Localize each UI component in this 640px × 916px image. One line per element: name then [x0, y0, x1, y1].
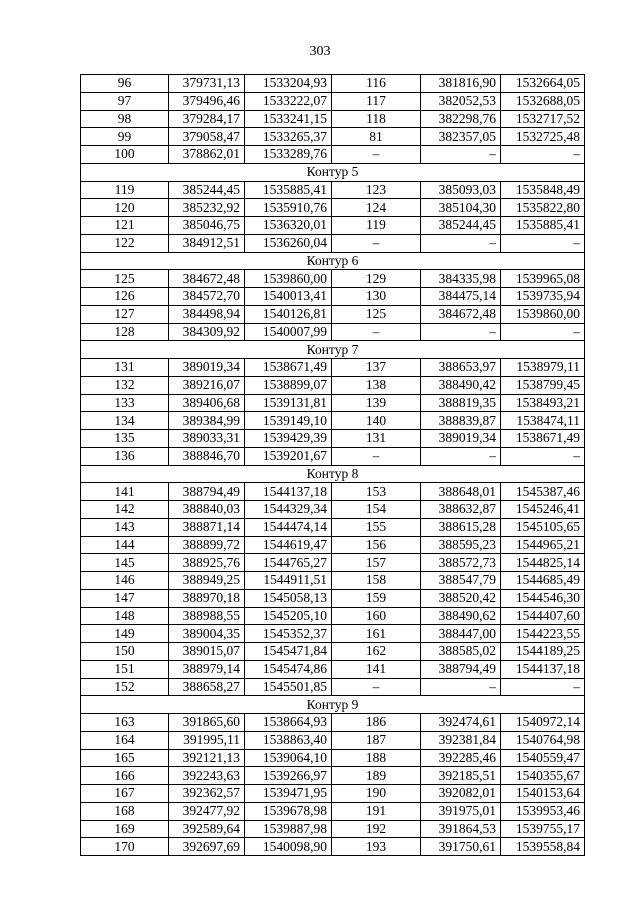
x-coordinate-cell: 384335,98: [421, 270, 501, 288]
point-number-cell: 144: [81, 536, 169, 554]
table-row: [81, 217, 585, 235]
y-coordinate-cell: 1544546,30: [501, 589, 585, 607]
x-coordinate-cell: 389015,07: [169, 643, 245, 661]
point-number-cell: 99: [81, 128, 169, 146]
point-number-cell: 116: [332, 75, 421, 93]
point-number-cell: 100: [81, 146, 169, 164]
point-number-cell: –: [332, 146, 421, 164]
point-number-cell: 127: [81, 305, 169, 323]
x-coordinate-cell: 388632,87: [421, 501, 501, 519]
y-coordinate-cell: 1540764,98: [501, 731, 585, 749]
y-coordinate-cell: 1540013,41: [245, 288, 332, 306]
x-coordinate-cell: 388949,25: [169, 572, 245, 590]
point-number-cell: 191: [332, 802, 421, 820]
x-coordinate-cell: 379284,17: [169, 110, 245, 128]
y-coordinate-cell: 1544911,51: [245, 572, 332, 590]
table-row: [81, 305, 585, 323]
point-number-cell: 190: [332, 785, 421, 803]
x-coordinate-cell: 388595,23: [421, 536, 501, 554]
table-row: [81, 572, 585, 590]
x-coordinate-cell: 389384,99: [169, 412, 245, 430]
y-coordinate-cell: 1538664,93: [245, 714, 332, 732]
y-coordinate-cell: 1544619,47: [245, 536, 332, 554]
y-coordinate-cell: 1545387,46: [501, 483, 585, 501]
point-number-cell: 136: [81, 447, 169, 465]
point-number-cell: 169: [81, 820, 169, 838]
x-coordinate-cell: 379058,47: [169, 128, 245, 146]
table-row: [81, 483, 585, 501]
y-coordinate-cell: 1539558,84: [501, 838, 585, 856]
x-coordinate-cell: –: [421, 146, 501, 164]
y-coordinate-cell: 1544825,14: [501, 554, 585, 572]
y-coordinate-cell: 1545474,86: [245, 660, 332, 678]
x-coordinate-cell: 385104,30: [421, 199, 501, 217]
x-coordinate-cell: 385244,45: [421, 217, 501, 235]
table-row: [81, 625, 585, 643]
table-row: [81, 643, 585, 661]
point-number-cell: 119: [81, 181, 169, 199]
y-coordinate-cell: 1532725,48: [501, 128, 585, 146]
x-coordinate-cell: 385232,92: [169, 199, 245, 217]
x-coordinate-cell: 388840,03: [169, 501, 245, 519]
x-coordinate-cell: 389406,68: [169, 394, 245, 412]
table-row: [81, 589, 585, 607]
point-number-cell: 164: [81, 731, 169, 749]
x-coordinate-cell: 388648,01: [421, 483, 501, 501]
x-coordinate-cell: 384672,48: [169, 270, 245, 288]
section-header-row: [81, 696, 585, 714]
table-row: [81, 554, 585, 572]
x-coordinate-cell: 392082,01: [421, 785, 501, 803]
table-row: [81, 234, 585, 252]
point-number-cell: 149: [81, 625, 169, 643]
point-number-cell: 123: [332, 181, 421, 199]
y-coordinate-cell: 1544329,34: [245, 501, 332, 519]
coordinates-table: [80, 74, 585, 856]
point-number-cell: 117: [332, 92, 421, 110]
x-coordinate-cell: 392185,51: [421, 767, 501, 785]
x-coordinate-cell: 384309,92: [169, 323, 245, 341]
x-coordinate-cell: 388819,35: [421, 394, 501, 412]
table-row: [81, 714, 585, 732]
x-coordinate-cell: 388585,02: [421, 643, 501, 661]
x-coordinate-cell: 385244,45: [169, 181, 245, 199]
x-coordinate-cell: 388547,79: [421, 572, 501, 590]
section-header-row: [81, 465, 585, 483]
table-row: [81, 199, 585, 217]
point-number-cell: –: [332, 678, 421, 696]
point-number-cell: 165: [81, 749, 169, 767]
table-row: [81, 838, 585, 856]
y-coordinate-cell: 1544965,21: [501, 536, 585, 554]
y-coordinate-cell: –: [501, 234, 585, 252]
x-coordinate-cell: 379496,46: [169, 92, 245, 110]
point-number-cell: 148: [81, 607, 169, 625]
point-number-cell: –: [332, 447, 421, 465]
x-coordinate-cell: –: [421, 678, 501, 696]
x-coordinate-cell: 378862,01: [169, 146, 245, 164]
point-number-cell: 98: [81, 110, 169, 128]
y-coordinate-cell: 1533241,15: [245, 110, 332, 128]
point-number-cell: 96: [81, 75, 169, 93]
table-row: [81, 146, 585, 164]
y-coordinate-cell: 1539735,94: [501, 288, 585, 306]
point-number-cell: 81: [332, 128, 421, 146]
point-number-cell: 159: [332, 589, 421, 607]
y-coordinate-cell: 1539149,10: [245, 412, 332, 430]
point-number-cell: 125: [81, 270, 169, 288]
point-number-cell: 133: [81, 394, 169, 412]
y-coordinate-cell: 1538979,11: [501, 359, 585, 377]
point-number-cell: 120: [81, 199, 169, 217]
table-row: [81, 501, 585, 519]
point-number-cell: –: [332, 323, 421, 341]
point-number-cell: 157: [332, 554, 421, 572]
y-coordinate-cell: 1540098,90: [245, 838, 332, 856]
x-coordinate-cell: 392381,84: [421, 731, 501, 749]
point-number-cell: 168: [81, 802, 169, 820]
y-coordinate-cell: 1535885,41: [245, 181, 332, 199]
y-coordinate-cell: 1532688,05: [501, 92, 585, 110]
coordinates-table-body: [81, 75, 585, 856]
y-coordinate-cell: 1544223,55: [501, 625, 585, 643]
x-coordinate-cell: 388572,73: [421, 554, 501, 572]
y-coordinate-cell: 1535822,80: [501, 199, 585, 217]
table-row: [81, 110, 585, 128]
y-coordinate-cell: 1536260,04: [245, 234, 332, 252]
point-number-cell: 131: [81, 359, 169, 377]
y-coordinate-cell: 1532717,52: [501, 110, 585, 128]
y-coordinate-cell: 1539755,17: [501, 820, 585, 838]
point-number-cell: 160: [332, 607, 421, 625]
x-coordinate-cell: 392697,69: [169, 838, 245, 856]
table-row: [81, 376, 585, 394]
table-row: [81, 678, 585, 696]
table-row: [81, 802, 585, 820]
x-coordinate-cell: 392474,61: [421, 714, 501, 732]
point-number-cell: 141: [332, 660, 421, 678]
x-coordinate-cell: 385046,75: [169, 217, 245, 235]
table-row: [81, 767, 585, 785]
section-title: Контур 5: [81, 163, 585, 181]
y-coordinate-cell: 1533204,93: [245, 75, 332, 93]
y-coordinate-cell: –: [501, 678, 585, 696]
table-row: [81, 447, 585, 465]
point-number-cell: 137: [332, 359, 421, 377]
y-coordinate-cell: 1545205,10: [245, 607, 332, 625]
x-coordinate-cell: 382052,53: [421, 92, 501, 110]
x-coordinate-cell: 388615,28: [421, 518, 501, 536]
y-coordinate-cell: 1539429,39: [245, 430, 332, 448]
x-coordinate-cell: 392589,64: [169, 820, 245, 838]
x-coordinate-cell: 388970,18: [169, 589, 245, 607]
y-coordinate-cell: 1539266,97: [245, 767, 332, 785]
point-number-cell: 118: [332, 110, 421, 128]
point-number-cell: 143: [81, 518, 169, 536]
y-coordinate-cell: 1533289,76: [245, 146, 332, 164]
point-number-cell: 189: [332, 767, 421, 785]
section-header-row: [81, 341, 585, 359]
y-coordinate-cell: –: [501, 323, 585, 341]
x-coordinate-cell: 391995,11: [169, 731, 245, 749]
point-number-cell: 152: [81, 678, 169, 696]
x-coordinate-cell: 392362,57: [169, 785, 245, 803]
point-number-cell: 170: [81, 838, 169, 856]
point-number-cell: 129: [332, 270, 421, 288]
table-row: [81, 394, 585, 412]
y-coordinate-cell: 1545058,13: [245, 589, 332, 607]
point-number-cell: 188: [332, 749, 421, 767]
table-row: [81, 785, 585, 803]
table-row: [81, 820, 585, 838]
y-coordinate-cell: 1538863,40: [245, 731, 332, 749]
y-coordinate-cell: 1544765,27: [245, 554, 332, 572]
x-coordinate-cell: 384498,94: [169, 305, 245, 323]
point-number-cell: 138: [332, 376, 421, 394]
y-coordinate-cell: 1536320,01: [245, 217, 332, 235]
point-number-cell: 145: [81, 554, 169, 572]
y-coordinate-cell: 1540153,64: [501, 785, 585, 803]
y-coordinate-cell: 1539471,95: [245, 785, 332, 803]
point-number-cell: 166: [81, 767, 169, 785]
point-number-cell: 130: [332, 288, 421, 306]
x-coordinate-cell: 389033,31: [169, 430, 245, 448]
x-coordinate-cell: 388846,70: [169, 447, 245, 465]
x-coordinate-cell: 388794,49: [169, 483, 245, 501]
y-coordinate-cell: 1533265,37: [245, 128, 332, 146]
x-coordinate-cell: 388925,76: [169, 554, 245, 572]
table-row: [81, 749, 585, 767]
section-title: Контур 9: [81, 696, 585, 714]
x-coordinate-cell: 388839,87: [421, 412, 501, 430]
x-coordinate-cell: 389019,34: [169, 359, 245, 377]
page-number: 303: [309, 44, 331, 59]
point-number-cell: 150: [81, 643, 169, 661]
x-coordinate-cell: 391750,61: [421, 838, 501, 856]
point-number-cell: 162: [332, 643, 421, 661]
point-number-cell: 128: [81, 323, 169, 341]
point-number-cell: 124: [332, 199, 421, 217]
y-coordinate-cell: 1545105,65: [501, 518, 585, 536]
x-coordinate-cell: 389019,34: [421, 430, 501, 448]
table-row: [81, 359, 585, 377]
table-row: [81, 536, 585, 554]
y-coordinate-cell: 1533222,07: [245, 92, 332, 110]
point-number-cell: 121: [81, 217, 169, 235]
point-number-cell: 158: [332, 572, 421, 590]
y-coordinate-cell: 1544685,49: [501, 572, 585, 590]
point-number-cell: 146: [81, 572, 169, 590]
table-row: [81, 270, 585, 288]
point-number-cell: 125: [332, 305, 421, 323]
x-coordinate-cell: 384672,48: [421, 305, 501, 323]
x-coordinate-cell: 388988,55: [169, 607, 245, 625]
x-coordinate-cell: 391975,01: [421, 802, 501, 820]
y-coordinate-cell: 1532664,05: [501, 75, 585, 93]
point-number-cell: 134: [81, 412, 169, 430]
point-number-cell: 193: [332, 838, 421, 856]
y-coordinate-cell: 1539953,46: [501, 802, 585, 820]
x-coordinate-cell: –: [421, 323, 501, 341]
x-coordinate-cell: –: [421, 447, 501, 465]
y-coordinate-cell: 1539860,00: [501, 305, 585, 323]
x-coordinate-cell: 392121,13: [169, 749, 245, 767]
y-coordinate-cell: 1539860,00: [245, 270, 332, 288]
section-header-row: [81, 252, 585, 270]
y-coordinate-cell: 1538671,49: [245, 359, 332, 377]
y-coordinate-cell: 1544137,18: [501, 660, 585, 678]
y-coordinate-cell: 1540355,67: [501, 767, 585, 785]
y-coordinate-cell: 1539064,10: [245, 749, 332, 767]
point-number-cell: 187: [332, 731, 421, 749]
x-coordinate-cell: 389216,07: [169, 376, 245, 394]
y-coordinate-cell: 1538799,45: [501, 376, 585, 394]
x-coordinate-cell: –: [421, 234, 501, 252]
x-coordinate-cell: 392285,46: [421, 749, 501, 767]
x-coordinate-cell: 379731,13: [169, 75, 245, 93]
point-number-cell: 147: [81, 589, 169, 607]
y-coordinate-cell: –: [501, 447, 585, 465]
y-coordinate-cell: 1540007,99: [245, 323, 332, 341]
x-coordinate-cell: 388899,72: [169, 536, 245, 554]
x-coordinate-cell: 392477,92: [169, 802, 245, 820]
point-number-cell: 131: [332, 430, 421, 448]
y-coordinate-cell: 1535848,49: [501, 181, 585, 199]
y-coordinate-cell: 1535910,76: [245, 199, 332, 217]
x-coordinate-cell: 391864,53: [421, 820, 501, 838]
x-coordinate-cell: 388653,97: [421, 359, 501, 377]
y-coordinate-cell: 1544137,18: [245, 483, 332, 501]
x-coordinate-cell: 384475,14: [421, 288, 501, 306]
point-number-cell: –: [332, 234, 421, 252]
y-coordinate-cell: 1538899,07: [245, 376, 332, 394]
point-number-cell: 126: [81, 288, 169, 306]
x-coordinate-cell: 388490,42: [421, 376, 501, 394]
point-number-cell: 142: [81, 501, 169, 519]
y-coordinate-cell: 1539965,08: [501, 270, 585, 288]
y-coordinate-cell: 1540972,14: [501, 714, 585, 732]
point-number-cell: 163: [81, 714, 169, 732]
table-row: [81, 430, 585, 448]
x-coordinate-cell: 388979,14: [169, 660, 245, 678]
y-coordinate-cell: 1545352,37: [245, 625, 332, 643]
point-number-cell: 156: [332, 536, 421, 554]
table-row: [81, 288, 585, 306]
point-number-cell: 186: [332, 714, 421, 732]
x-coordinate-cell: 388520,42: [421, 589, 501, 607]
y-coordinate-cell: –: [501, 146, 585, 164]
x-coordinate-cell: 381816,90: [421, 75, 501, 93]
x-coordinate-cell: 385093,03: [421, 181, 501, 199]
table-row: [81, 731, 585, 749]
y-coordinate-cell: 1538493,21: [501, 394, 585, 412]
x-coordinate-cell: 388490,62: [421, 607, 501, 625]
table-row: [81, 660, 585, 678]
table-row: [81, 607, 585, 625]
point-number-cell: 161: [332, 625, 421, 643]
point-number-cell: 122: [81, 234, 169, 252]
y-coordinate-cell: 1544407,60: [501, 607, 585, 625]
y-coordinate-cell: 1538671,49: [501, 430, 585, 448]
table-row: [81, 75, 585, 93]
point-number-cell: 97: [81, 92, 169, 110]
x-coordinate-cell: 388794,49: [421, 660, 501, 678]
section-title: Контур 8: [81, 465, 585, 483]
y-coordinate-cell: 1539887,98: [245, 820, 332, 838]
point-number-cell: 140: [332, 412, 421, 430]
y-coordinate-cell: 1540559,47: [501, 749, 585, 767]
x-coordinate-cell: 388447,00: [421, 625, 501, 643]
table-row: [81, 92, 585, 110]
point-number-cell: 141: [81, 483, 169, 501]
point-number-cell: 167: [81, 785, 169, 803]
point-number-cell: 155: [332, 518, 421, 536]
table-row: [81, 323, 585, 341]
x-coordinate-cell: 388871,14: [169, 518, 245, 536]
table-row: [81, 181, 585, 199]
x-coordinate-cell: 384572,70: [169, 288, 245, 306]
x-coordinate-cell: 392243,63: [169, 767, 245, 785]
table-row: [81, 518, 585, 536]
y-coordinate-cell: 1539678,98: [245, 802, 332, 820]
y-coordinate-cell: 1545246,41: [501, 501, 585, 519]
y-coordinate-cell: 1535885,41: [501, 217, 585, 235]
point-number-cell: 132: [81, 376, 169, 394]
x-coordinate-cell: 384912,51: [169, 234, 245, 252]
point-number-cell: 135: [81, 430, 169, 448]
section-title: Контур 7: [81, 341, 585, 359]
x-coordinate-cell: 388658,27: [169, 678, 245, 696]
x-coordinate-cell: 382298,76: [421, 110, 501, 128]
table-row: [81, 412, 585, 430]
y-coordinate-cell: 1545471,84: [245, 643, 332, 661]
y-coordinate-cell: 1538474,11: [501, 412, 585, 430]
section-header-row: [81, 163, 585, 181]
table-row: [81, 128, 585, 146]
x-coordinate-cell: 391865,60: [169, 714, 245, 732]
point-number-cell: 139: [332, 394, 421, 412]
y-coordinate-cell: 1539131,81: [245, 394, 332, 412]
point-number-cell: 151: [81, 660, 169, 678]
point-number-cell: 192: [332, 820, 421, 838]
x-coordinate-cell: 389004,35: [169, 625, 245, 643]
y-coordinate-cell: 1544474,14: [245, 518, 332, 536]
y-coordinate-cell: 1545501,85: [245, 678, 332, 696]
x-coordinate-cell: 382357,05: [421, 128, 501, 146]
y-coordinate-cell: 1544189,25: [501, 643, 585, 661]
section-title: Контур 6: [81, 252, 585, 270]
point-number-cell: 153: [332, 483, 421, 501]
y-coordinate-cell: 1540126,81: [245, 305, 332, 323]
point-number-cell: 119: [332, 217, 421, 235]
y-coordinate-cell: 1539201,67: [245, 447, 332, 465]
point-number-cell: 154: [332, 501, 421, 519]
